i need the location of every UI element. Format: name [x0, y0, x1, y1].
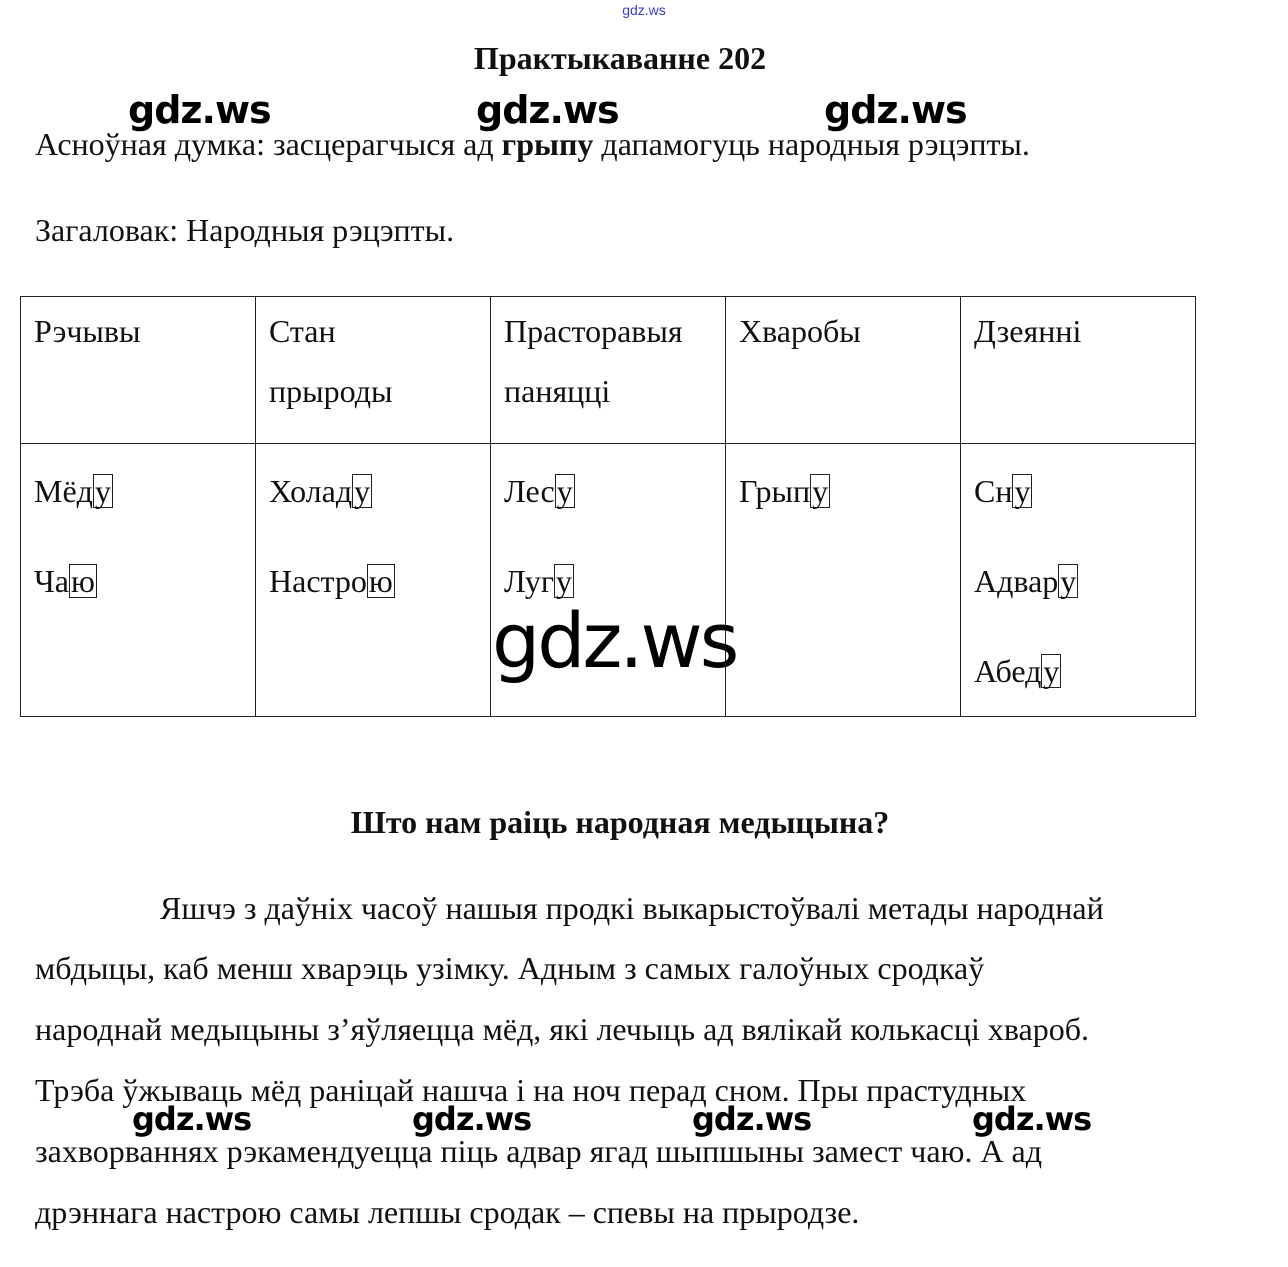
word-stem: Абед	[974, 653, 1042, 689]
word-stem: Настро	[269, 563, 367, 599]
table-cell	[21, 444, 256, 717]
word-stem: Луг	[504, 563, 555, 599]
watermark: gdz.ws	[128, 88, 271, 132]
table-cell	[256, 444, 491, 717]
watermark: gdz.ws	[824, 88, 967, 132]
word-ending: у	[94, 473, 111, 509]
word	[974, 446, 1195, 536]
word	[34, 536, 255, 626]
watermark: gdz.ws	[692, 1100, 812, 1138]
watermark: gdz.ws	[132, 1100, 252, 1138]
watermark: gdz.ws	[476, 88, 619, 132]
word-stem: Мёд	[34, 473, 93, 509]
word	[504, 446, 725, 536]
word	[974, 626, 1195, 716]
table-header-row	[21, 297, 1196, 444]
table-header: Дзеянні	[961, 297, 1196, 444]
table-header: Рэчывы	[21, 297, 256, 444]
watermark: gdz.ws	[412, 1100, 532, 1138]
main-idea-suffix: дапамогуць народныя рэцэпты.	[593, 126, 1030, 162]
paragraph-line: Трэба ўжываць мёд раніцай нашча і на ноч перад сном. Пры прастудных	[35, 1072, 1027, 1108]
word	[34, 446, 255, 536]
word	[269, 446, 490, 536]
table-header: Хваробы	[726, 297, 961, 444]
main-idea-bold: грыпу	[501, 126, 594, 162]
word	[974, 536, 1195, 626]
watermark-top: gdz.ws	[622, 2, 666, 18]
table-cell	[726, 444, 961, 717]
paragraph-line: Яшчэ з даўніх часоў нашыя продкі выкарыстоўвалі метады народнай	[160, 890, 1104, 926]
word-stem: Лес	[504, 473, 555, 509]
word-ending: у	[556, 473, 573, 509]
word-stem: Адвар	[974, 563, 1059, 599]
word-stem: Холад	[269, 473, 353, 509]
table-cell	[961, 444, 1196, 717]
word-ending: у	[556, 563, 573, 599]
word	[269, 536, 490, 626]
watermark-large: gdz.ws	[492, 596, 737, 685]
table-header: Прасторавыя паняцці	[491, 297, 726, 444]
word-ending: у	[354, 473, 371, 509]
table-header: Стан прыроды	[256, 297, 491, 444]
word-stem: Ча	[34, 563, 69, 599]
paragraph-line: народнай медыцыны з’яўляецца мёд, які лечыць ад вялікай колькасці хвароб.	[35, 1011, 1089, 1047]
word-ending: у	[1043, 653, 1060, 689]
watermark: gdz.ws	[972, 1100, 1092, 1138]
word-ending: ю	[71, 563, 95, 599]
word-stem: Сн	[974, 473, 1013, 509]
paragraph-line: захворваннях рэкамендуецца піць адвар ягад шыпшыны замест чаю. А ад	[35, 1133, 1043, 1169]
heading-line: Загаловак: Народныя рэцэпты.	[35, 212, 455, 248]
main-idea-prefix: Асноўная думка: засцерагчыся ад	[35, 126, 502, 162]
paragraph-line: мбдыцы, каб менш хварэць узімку. Адным з самых галоўных сродкаў	[35, 950, 985, 986]
exercise-title: Практыкаванне 202	[473, 40, 767, 76]
word-ending: ю	[368, 563, 393, 599]
section-subtitle: Што нам раіць народная медыцына?	[350, 804, 890, 840]
word-ending: у	[1014, 473, 1031, 509]
word-ending: у	[812, 473, 829, 509]
word-stem: Грып	[739, 473, 811, 509]
word	[739, 446, 960, 536]
paragraph-line: дрэннага настрою самы лепшы сродак – спевы на прыродзе.	[35, 1194, 860, 1230]
word-ending: у	[1060, 563, 1077, 599]
